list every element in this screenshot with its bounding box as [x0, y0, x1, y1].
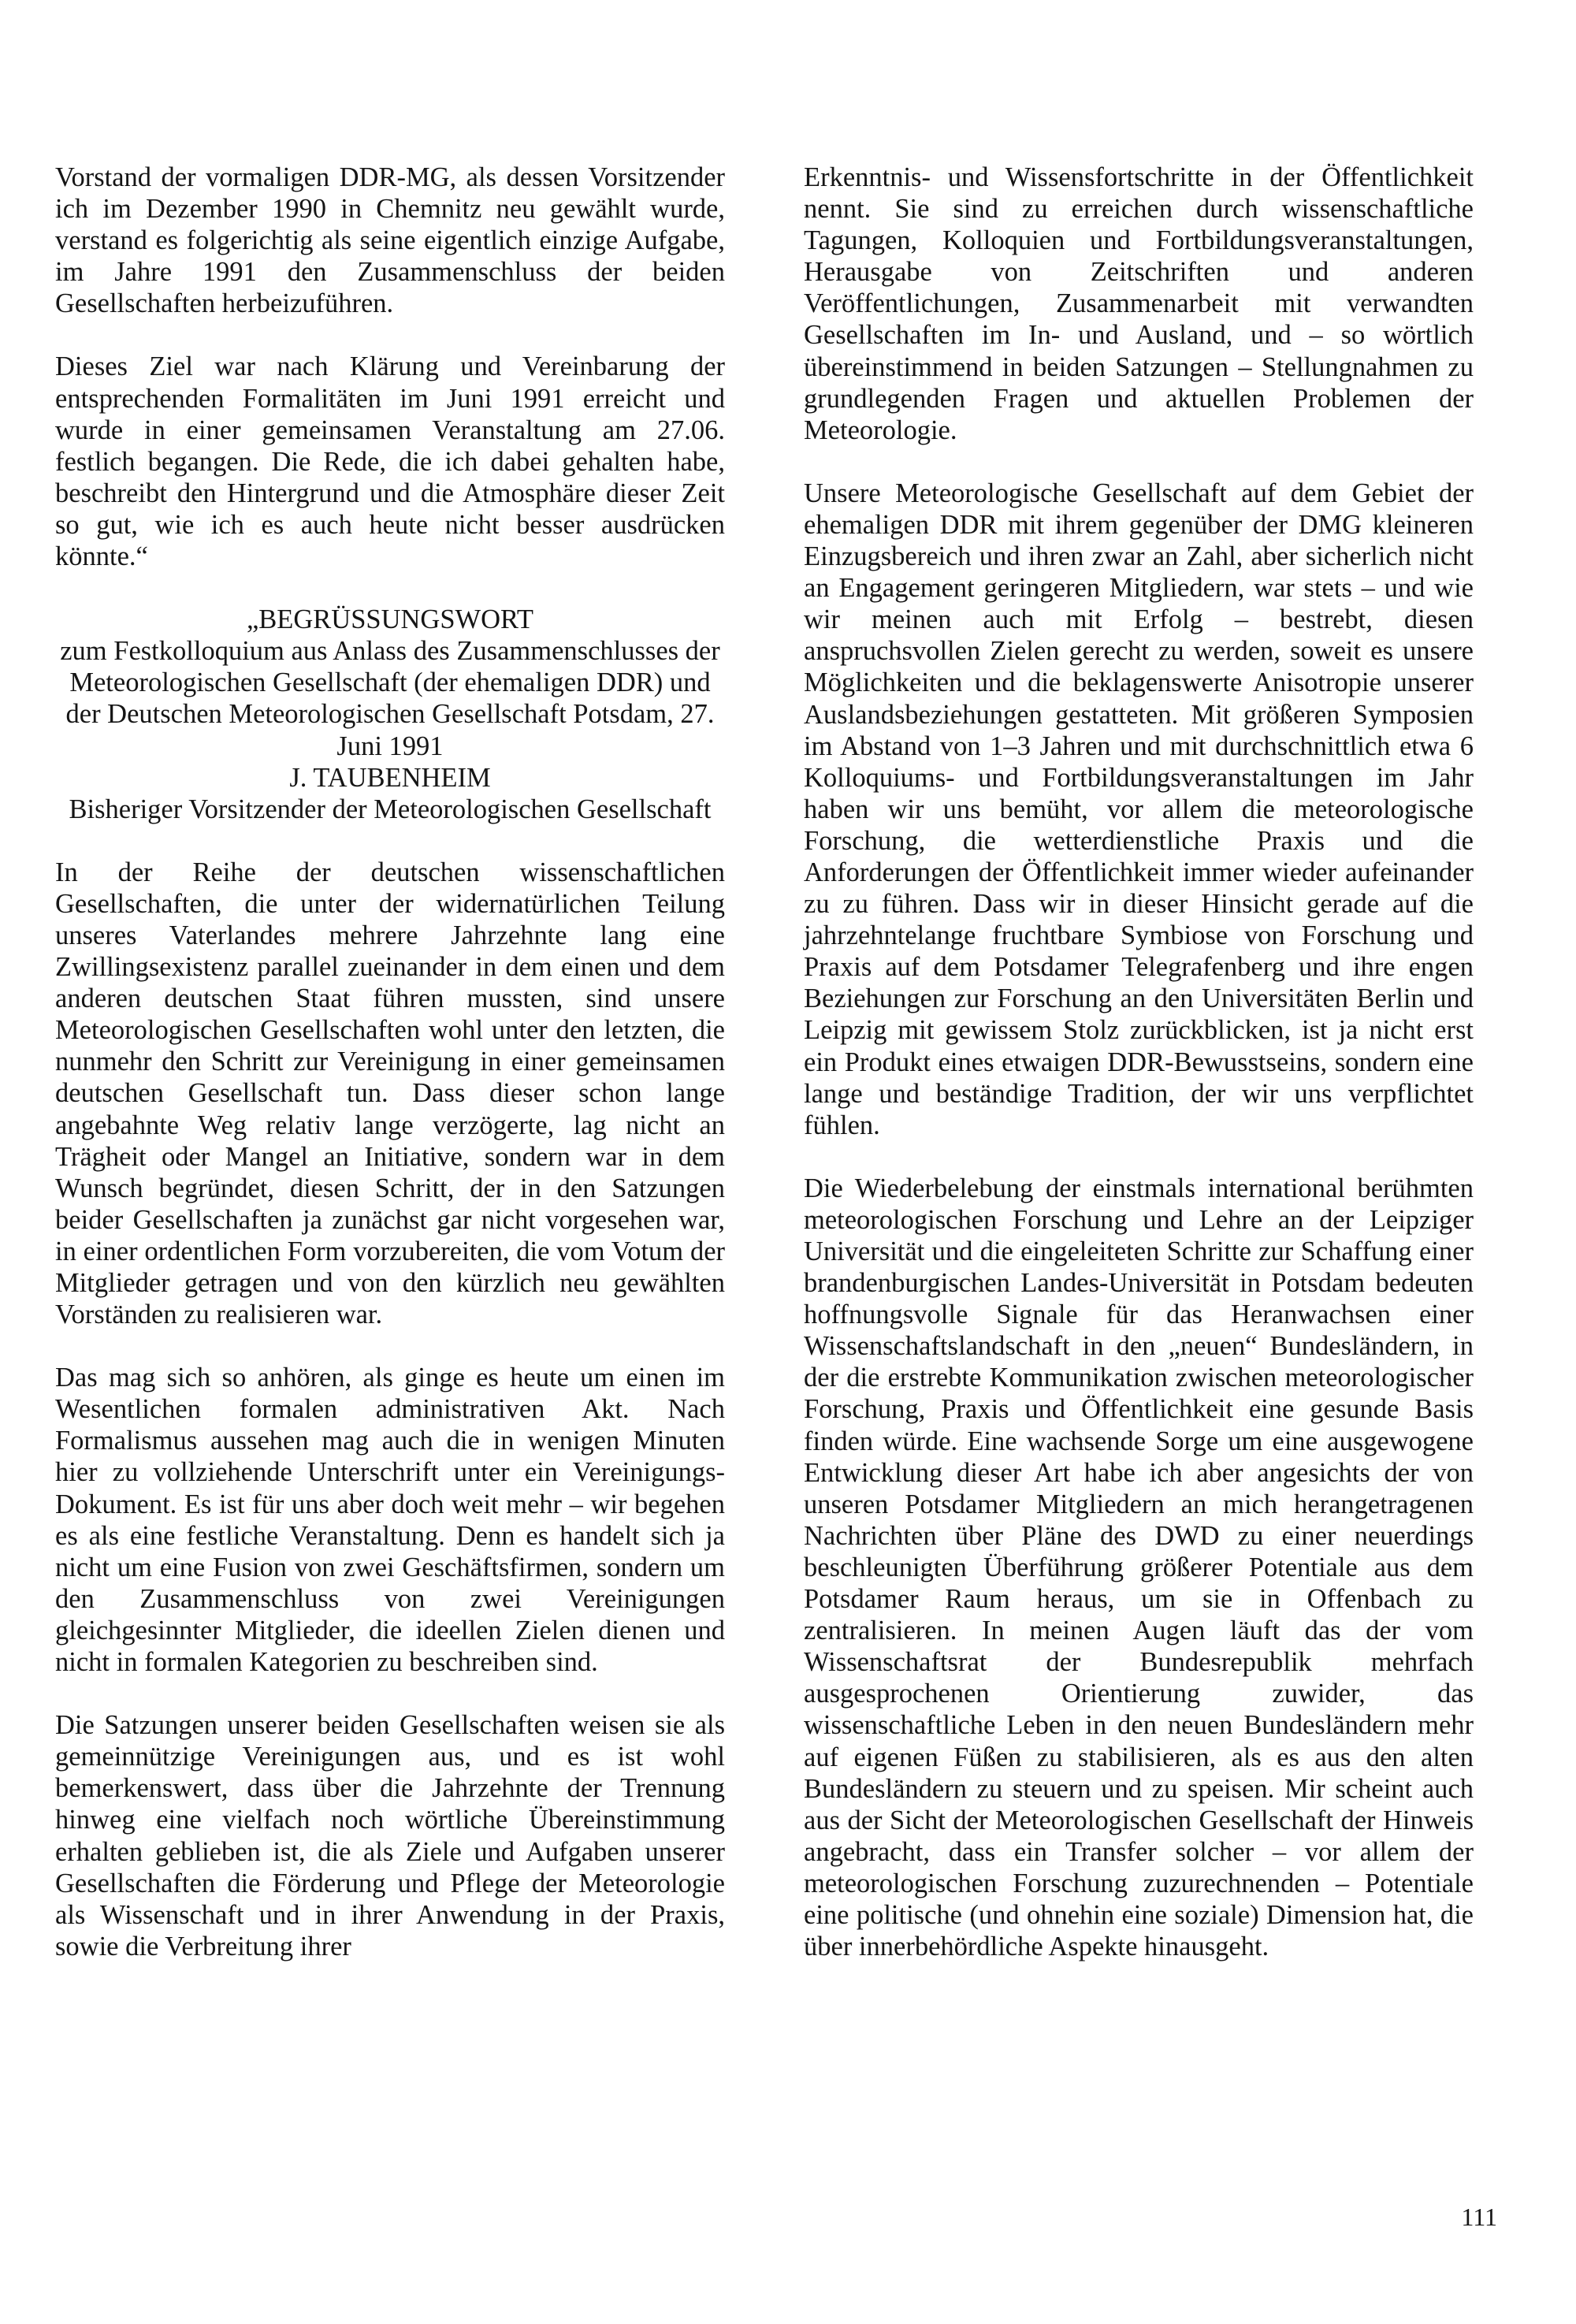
paragraph: Erkenntnis- und Wissensfortschritte in der Öffentlichkeit nennt. Sie sind zu erreichen durch wissenschaftliche Tagungen, Kolloquien und Fortbildungsveranstaltungen, Herausgabe von Zeitschriften und anderen Veröffentlichungen, Zusammenarbeit mit verwandten Gesellschaften im In- und Ausland, und – so wörtlich übereinstimmend in beiden Satzungen – Stellungnahmen zu grundlegenden Fragen und aktuellen Problemen der Meteorologie. — [804, 162, 1474, 445]
paragraph: Vorstand der vormaligen DDR-MG, als dessen Vorsitzender ich im Dezember 1990 in Chemnitz neu gewählt wurde, verstand es folgerichtig als seine eigentlich einzige Aufgabe, im Jahre 1991 den Zusammenschluss der beiden Gesellschaften herbeizuführen. — [55, 162, 725, 319]
paragraph: Unsere Meteorologische Gesellschaft auf dem Gebiet der ehemaligen DDR mit ihrem gegenüber der DMG kleineren Einzugsbereich und ihren zwar an Zahl, aber sicherlich nicht an Engagement geringeren Mitgliedern, war stets – und wie wir meinen auch mit Erfolg – bestrebt, diesen anspruchsvollen Zielen gerecht zu werden, soweit es unsere Möglichkeiten und die beklagenswerte Anisotropie unserer Auslandsbeziehungen gestatteten. Mit größeren Symposien im Abstand von 1–3 Jahren und mit durchschnittlich etwa 6 Kolloquiums- und Fortbildungsveranstaltungen im Jahr haben wir uns bemüht, vor allem die meteorologische Forschung, die wetterdienstliche Praxis und die Anforderungen der Öffentlichkeit immer wieder aufeinander zu zu führen. Dass wir in dieser Hinsicht gerade auf die jahrzehntelange fruchtbare Symbiose von Forschung und Praxis auf dem Potsdamer Telegrafenberg und ihre engen Beziehungen zur Forschung an den Universitäten Berlin und Leipzig mit gewissem Stolz zurückblicken, ist ja nicht erst ein Produkt eines etwaigen DDR-Bewusstseins, sondern eine lange und beständige Tradition, der wir uns verpflichtet fühlen. — [804, 478, 1474, 1140]
left-column — [55, 162, 725, 1994]
paragraph: In der Reihe der deutschen wissenschaftlichen Gesellschaften, die unter der widernatürlichen Teilung unseres Vaterlandes mehrere Jahrzehnte lang eine Zwillingsexistenz parallel zueinander in dem einen und dem anderen deutschen Staat führen mussten, sind unsere Meteorologischen Gesellschaften wohl unter den letzten, die nunmehr den Schritt zur Vereinigung in einer gemeinsamen deutschen Gesellschaft tun. Dass dieser schon lange angebahnte Weg relativ lange verzögerte, lag nicht an Trägheit oder Mangel an Initiative, sondern war in dem Wunsch begründet, diesen Schritt, der in den Satzungen beider Gesellschaften ja zunächst gar nicht vorgesehen war, in einer ordentlichen Form vorzubereiten, die vom Votum der Mitglieder getragen und von den kürzlich neu gewählten Vorständen zu realisieren war. — [55, 857, 725, 1330]
address-title: „BEGRÜSSUNGSWORT — [246, 604, 534, 635]
paragraph: Die Wiederbelebung der einstmals international berühmten meteorologischen Forschung und Lehre an der Leipziger Universität und die eingeleiteten Schritte zur Schaffung einer brandenburgischen Landes-Universität in Potsdam bedeuten hoffnungsvolle Signale für das Heranwachsen einer Wissenschaftslandschaft in den „neuen“ Bundesländern, in der die erstrebte Kommunikation zwischen meteorologischer Forschung, Praxis und Öffentlichkeit eine gesunde Basis finden würde. Eine wachsende Sorge um eine ausgewogene Entwicklung dieser Art habe ich aber angesichts der von unseren Potsdamer Mitgliedern an mich herangetragenen Nachrichten über Pläne des DWD zu einer neuerdings beschleunigten Überführung größerer Potentiale aus dem Potsdamer Raum heraus, um sie in Offenbach zu zentralisieren. In meinen Augen läuft das der vom Wissenschaftsrat der Bundesrepublik mehrfach ausgesprochenen Orientierung zuwider, das wissenschaftliche Leben in den neuen Bundesländern mehr auf eigenen Füßen zu stabilisieren, als es aus den alten Bundesländern zu steuern und zu speisen. Mir scheint auch aus der Sicht der Meteorologischen Gesellschaft der Hinweis angebracht, dass ein Transfer solcher – vor allem der meteorologischen Forschung zuzurechnenden – Potentiale eine politische (und ohnehin eine soziale) Dimension hat, die über innerbehördliche Aspekte hinausgeht. — [804, 1173, 1474, 1962]
page-number: 111 — [1461, 2203, 1497, 2231]
paragraph: Dieses Ziel war nach Klärung und Vereinbarung der entsprechenden Formalitäten im Juni 1991 erreicht und wurde in einer gemeinsamen Veranstaltung am 27.06. festlich begangen. Die Rede, die ich dabei gehalten habe, beschreibt den Hintergrund und die Atmosphäre dieser Zeit so gut, wie ich es auch heute nicht besser ausdrücken könnte.“ — [55, 351, 725, 572]
address-author-role: Bisheriger Vorsitzender der Meteorologischen Gesellschaft — [69, 794, 712, 824]
paragraph: Die Satzungen unserer beiden Gesellschaften weisen sie als gemeinnützige Vereinigungen aus, und es ist wohl bemerkenswert, dass über die Jahrzehnte der Trennung hinweg eine vielfach noch wörtliche Übereinstimmung erhalten geblieben ist, die als Ziele und Aufgaben unserer Gesellschaften die Förderung und Pflege der Meteorologie als Wissenschaft und in ihrer Anwendung in der Praxis, sowie die Verbreitung ihrer — [55, 1710, 725, 1961]
address-author: J. TAUBENHEIM — [289, 762, 491, 793]
address-heading — [55, 604, 725, 825]
address-subtitle: zum Festkolloquium aus Anlass des Zusammenschlusses der Meteorologischen Gesellschaft (der ehemaligen DDR) und der Deutschen Meteorologischen Gesellschaft Potsdam, 27. Juni 1991 — [60, 636, 720, 761]
right-column — [804, 162, 1474, 1994]
paragraph: Das mag sich so anhören, als ginge es heute um einen im Wesentlichen formalen administrativen Akt. Nach Formalismus aussehen mag auch die in wenigen Minuten hier zu vollziehende Unterschrift unter ein Vereinigungs-Dokument. Es ist für uns aber doch weit mehr – wir begehen es als eine festliche Veranstaltung. Denn es handelt sich ja nicht um eine Fusion von zwei Geschäftsfirmen, sondern um den Zusammenschluss von zwei Vereinigungen gleichgesinnter Mitglieder, die ideellen Zielen dienen und nicht in formalen Kategorien zu beschreiben sind. — [55, 1363, 725, 1678]
